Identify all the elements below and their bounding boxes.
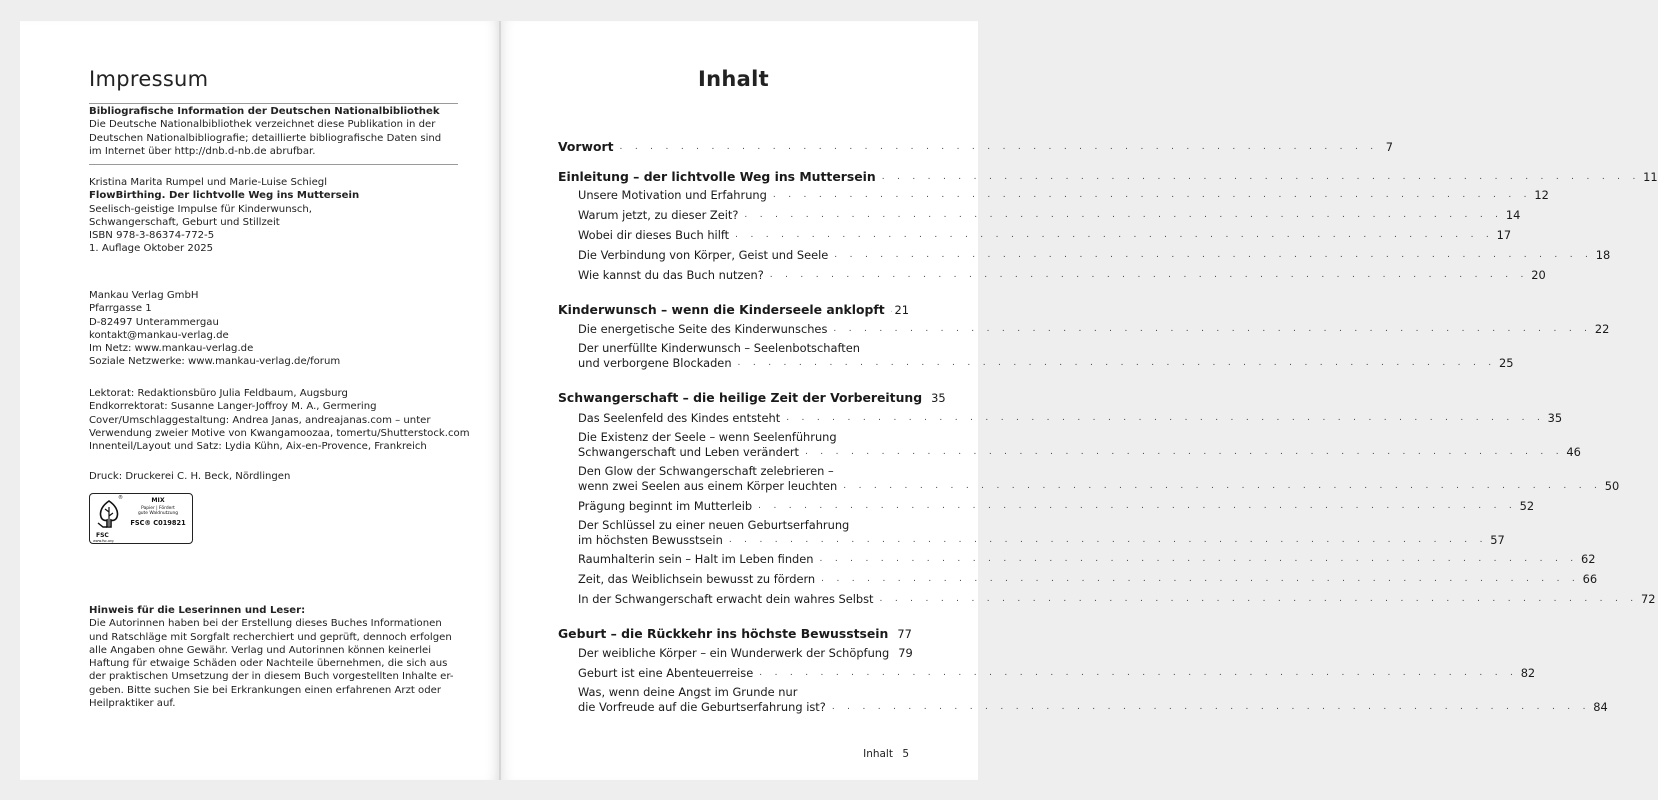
toc-page-number: 17 bbox=[1496, 228, 1512, 242]
toc-entry bbox=[578, 518, 1505, 548]
toc-leader: . . . . . . . . . . . . . . . . . . . . . . . . . . . . . . . . . . . . . . . . . . . . . . . . . . bbox=[786, 413, 1545, 423]
toc-leader: . . . . . . . . . . . . . . . . . . . . . . . . . . . . . . . . . . . . . . . . . . . . . . . . . . bbox=[772, 190, 1532, 200]
toc-entry bbox=[578, 552, 1596, 566]
notice-line: und Ratschläge mit Sorgfalt recherchiert und geprüft, dennoch erfolgen bbox=[89, 631, 452, 643]
toc-page-number: 22 bbox=[1594, 322, 1610, 336]
fsc-logo bbox=[89, 493, 193, 544]
biblio-line: Die Deutsche Nationalbibliothek verzeichnet diese Publikation in der bbox=[89, 119, 436, 131]
notice-heading: Hinweis für die Leserinnen und Leser: bbox=[89, 605, 306, 616]
toc-entry-row bbox=[578, 700, 1608, 715]
edition: 1. Auflage Oktober 2025 bbox=[89, 243, 214, 255]
toc-entry-label: im höchsten Bewusstsein bbox=[578, 533, 723, 547]
toc-leader: . . . . . . . . . . . . . . . . . . . . . . . . . . . . . . . . . . . . . . . . . . . . . . . . . . bbox=[831, 702, 1591, 712]
toc-page-number: 11 bbox=[1643, 170, 1658, 184]
toc-page-number: 21 bbox=[894, 303, 909, 317]
toc-entry-row bbox=[578, 356, 1514, 371]
toc-page-number: 57 bbox=[1490, 533, 1505, 547]
toc-leader: . . . . . . . . . . . . . . . . . . . . . . . . . . . . . . . . . . . . . . . . . . . . . . . . . . bbox=[881, 172, 1641, 182]
toc-entry-label: In der Schwangerschaft erwacht dein wahres Selbst bbox=[578, 592, 874, 606]
toc-entry bbox=[578, 592, 1656, 606]
toc-entry bbox=[578, 646, 913, 660]
toc-entry bbox=[578, 228, 1512, 242]
toc-entry-label: Das Seelenfeld des Kindes entsteht bbox=[578, 411, 781, 425]
toc-entry-label: Warum jetzt, zu dieser Zeit? bbox=[578, 208, 739, 222]
credit-line: Cover/Umschlaggestaltung: Andrea Janas, andreajanas.com – unter bbox=[89, 414, 431, 426]
notice-block bbox=[89, 604, 458, 710]
fsc-line2: gute Waldnutzung bbox=[137, 511, 179, 517]
notice-line: Die Autorinnen haben bei der Erstellung dieses Buches Informationen bbox=[89, 618, 442, 630]
toc-leader: . . . . . . . . . . . . . . . . . . . . . . . . . . . . . . . . . . . . . . . . . . . . . . . . . . bbox=[843, 481, 1602, 491]
notice-line: alle Angaben ohne Gewähr. Verlag und Autorinnen können keinerlei bbox=[89, 644, 432, 656]
toc-entry bbox=[578, 341, 1514, 371]
toc-chapter bbox=[558, 169, 1658, 184]
toc-leader: . . . . . . . . . . . . . . . . . . . . . . . . . . . . . . . . . . . . . . . . . . . . . . . . . . bbox=[769, 270, 1529, 280]
toc-leader bbox=[891, 303, 892, 317]
book-subtitle: Schwangerschaft, Geburt und Stillzeit bbox=[89, 216, 280, 228]
toc-page-number: 12 bbox=[1534, 188, 1549, 202]
toc-leader: . . . . . . . . . . . . . . . . . . . . . . . . . . . . . . . . . . . . . . . . . . . . . . . . . . bbox=[804, 447, 1564, 457]
book-title: FlowBirthing. Der lichtvolle Weg ins Muttersein bbox=[89, 190, 360, 202]
biblio-line: im Internet über http://dnb.d-nb.de abrufbar. bbox=[89, 145, 316, 157]
publisher-street: Pfarrgasse 1 bbox=[89, 303, 152, 315]
toc-entry bbox=[578, 248, 1611, 262]
book-block bbox=[89, 176, 458, 256]
toc-entry bbox=[578, 268, 1546, 282]
toc-leader: . . . . . . . . . . . . . . . . . . . . . . . . . . . . . . . . . . . . . . . . . . . . . . . . . . bbox=[833, 324, 1592, 334]
toc-page-number: 79 bbox=[898, 646, 913, 660]
toc-leader: . . . . . . . . . . . . . . . . . . . . . . . . . . . . . . . . . . . . . . . . . . . . . . . . . . bbox=[819, 554, 1578, 564]
toc-chapter-label: Kinderwunsch – wenn die Kinderseele anklopft bbox=[558, 302, 885, 317]
toc-leader: . . . . . . . . . . . . . . . . . . . . . . . . . . . . . . . . . . . . . . . . . . . . . . . . . . bbox=[758, 501, 1517, 511]
toc-page-number: 62 bbox=[1580, 552, 1596, 566]
toc-entry-label: Der weibliche Körper – ein Wunderwerk der Schöpfung bbox=[578, 646, 890, 660]
toc-page-number: 66 bbox=[1582, 572, 1598, 586]
isbn: ISBN 978-3-86374-772-5 bbox=[89, 230, 215, 242]
toc-entry-label: Unsere Motivation und Erfahrung bbox=[578, 188, 767, 202]
toc-entry bbox=[578, 188, 1549, 202]
toc-chapter-label: Einleitung – der lichtvolle Weg ins Muttersein bbox=[558, 169, 876, 184]
toc-entry-label: Die Verbindung von Körper, Geist und Seele bbox=[578, 248, 829, 262]
toc-entry-row bbox=[578, 533, 1505, 548]
toc-entry-label: die Vorfreude auf die Geburtserfahrung ist? bbox=[578, 700, 826, 714]
toc-entry bbox=[578, 430, 1581, 460]
toc-page-number: 52 bbox=[1519, 499, 1535, 513]
toc-entry-label: Wobei dir dieses Buch hilft bbox=[578, 228, 730, 242]
notice-line: Haftung für etwaige Schäden oder Nachteile übernehmen, die sich aus bbox=[89, 658, 448, 670]
toc-entry bbox=[578, 322, 1610, 336]
right-page bbox=[501, 21, 1658, 780]
toc-page-number: 72 bbox=[1640, 592, 1656, 606]
toc-leader: . . . . . . . . . . . . . . . . . . . . . . . . . . . . . . . . . . . . . . . . . . . . . . . . . . bbox=[728, 535, 1488, 545]
toc-chapter bbox=[558, 390, 946, 405]
fsc-mix: MIX bbox=[151, 497, 165, 504]
publisher-city: D-82497 Unterammergau bbox=[89, 316, 219, 328]
book-subtitle: Seelisch-geistige Impulse für Kinderwunsch, bbox=[89, 203, 313, 215]
authors: Kristina Marita Rumpel und Marie-Luise Schiegl bbox=[89, 177, 328, 188]
publisher-email: kontakt@mankau-verlag.de bbox=[89, 329, 229, 341]
credits-block bbox=[89, 387, 470, 453]
toc-page-number: 18 bbox=[1595, 248, 1611, 262]
toc-leader: . . . . . . . . . . . . . . . . . . . . . . . . . . . . . . . . . . . . . . . . . . . . . . . . . . bbox=[737, 358, 1496, 368]
notice-line: der praktischen Umsetzung der in diesem Buch vorgestellten Inhalte er- bbox=[89, 671, 454, 683]
toc-leader: . . . . . . . . . . . . . . . . . . . . . . . . . . . . . . . . . . . . . . . . . . . . . . . . . . bbox=[759, 668, 1518, 678]
toc-entry-label: und verborgene Blockaden bbox=[578, 356, 732, 370]
left-page bbox=[20, 21, 499, 780]
toc-page-number: 35 bbox=[931, 391, 946, 405]
toc-entry-label: Geburt ist eine Abenteuerreise bbox=[578, 666, 754, 680]
biblio-line: Deutschen Nationalbibliografie; detaillierte bibliografische Daten sind bbox=[89, 132, 442, 144]
toc-entry bbox=[578, 666, 1536, 680]
toc-chapter-label: Vorwort bbox=[558, 139, 614, 154]
toc-page-number: 20 bbox=[1531, 268, 1546, 282]
toc-leader: . . . . . . . . . . . . . . . . . . . . . . . . . . . . . . . . . . . . . . . . . . . . . . . . . . bbox=[619, 142, 1378, 152]
footer-label: Inhalt bbox=[863, 748, 893, 760]
toc-entry-label: wenn zwei Seelen aus einem Körper leuchten bbox=[578, 479, 838, 493]
fsc-tree-icon bbox=[93, 497, 125, 537]
credit-line: Innenteil/Layout und Satz: Lydia Kühn, Aix-en-Provence, Frankreich bbox=[89, 441, 427, 453]
printer: Druck: Druckerei C. H. Beck, Nördlingen bbox=[89, 471, 291, 482]
toc-page-number: 82 bbox=[1520, 666, 1536, 680]
credit-line: Verwendung zweier Motive von Kwangamoozaa, tomertu/Shutterstock.com bbox=[89, 427, 470, 439]
fsc-line1: Papier | Fördert bbox=[141, 506, 175, 511]
publisher-web: Im Netz: www.mankau-verlag.de bbox=[89, 343, 254, 355]
toc-entry bbox=[578, 411, 1563, 425]
toc-entry-label: Die Existenz der Seele – wenn Seelenführung bbox=[578, 430, 837, 444]
toc-page-number: 84 bbox=[1593, 700, 1608, 714]
publisher-block bbox=[89, 289, 458, 369]
toc-entry-label: Die energetische Seite des Kinderwunsches bbox=[578, 322, 828, 336]
toc-chapter bbox=[558, 302, 909, 317]
fsc-url: www.fsc.org bbox=[93, 539, 114, 543]
toc-entry bbox=[578, 464, 1620, 494]
notice-line: geben. Bitte suchen Sie bei Erkrankungen einen erfahrenen Arzt oder bbox=[89, 684, 441, 696]
toc-entry-label: Der Schlüssel zu einer neuen Geburtserfahrung bbox=[578, 518, 850, 532]
toc-entry-label: Zeit, das Weiblichsein bewusst zu fördern bbox=[578, 572, 816, 586]
toc-page-number: 14 bbox=[1505, 208, 1521, 222]
toc-chapter-label: Geburt – die Rückkehr ins höchste Bewusstsein bbox=[558, 626, 889, 641]
toc-page-number: 25 bbox=[1498, 356, 1514, 370]
toc-page-number: 77 bbox=[897, 627, 912, 641]
fsc-code: FSC® C019821 bbox=[130, 518, 186, 527]
toc-entry-label: Den Glow der Schwangerschaft zelebrieren – bbox=[578, 464, 834, 478]
credit-line: Endkorrektorat: Susanne Langer-Joffroy M. A., Germering bbox=[89, 401, 377, 413]
toc-chapter bbox=[558, 626, 912, 641]
fsc-text bbox=[126, 496, 190, 529]
toc-page-number: 7 bbox=[1385, 140, 1393, 154]
toc-entry-label: Schwangerschaft und Leben verändert bbox=[578, 445, 799, 459]
toc-entry-label: Raumhalterin sein – Halt im Leben finden bbox=[578, 552, 814, 566]
toc-chapter-label: Schwangerschaft – die heilige Zeit der Vorbereitung bbox=[558, 390, 923, 405]
publisher-name: Mankau Verlag GmbH bbox=[89, 290, 199, 301]
toc-entry-label: Was, wenn deine Angst im Grunde nur bbox=[578, 685, 798, 699]
toc-entry-label: Prägung beginnt im Mutterleib bbox=[578, 499, 753, 513]
publisher-social: Soziale Netzwerke: www.mankau-verlag.de/forum bbox=[89, 356, 341, 368]
notice-line: Heilpraktiker auf. bbox=[89, 698, 176, 710]
biblio-heading: Bibliografische Information der Deutschen Nationalbibliothek bbox=[89, 106, 440, 117]
toc-leader: . . . . . . . . . . . . . . . . . . . . . . . . . . . . . . . . . . . . . . . . . . . . . . . . . . bbox=[834, 250, 1593, 260]
toc-entry-row bbox=[578, 479, 1620, 494]
print-block bbox=[89, 470, 458, 483]
fsc-label: FSC bbox=[96, 532, 109, 539]
toc-leader: . . . . . . . . . . . . . . . . . . . . . . . . . . . . . . . . . . . . . . . . . . . . . . . . . . bbox=[879, 594, 1638, 604]
toc-page-number: 50 bbox=[1604, 479, 1620, 493]
toc-page-number: 46 bbox=[1566, 445, 1581, 459]
toc-chapter bbox=[558, 139, 1393, 154]
toc-entry-row bbox=[578, 445, 1581, 460]
toc-entry bbox=[578, 685, 1608, 715]
toc-page-number: 35 bbox=[1547, 411, 1563, 425]
imprint-title: Impressum bbox=[89, 67, 209, 91]
toc-leader: . . . . . . . . . . . . . . . . . . . . . . . . . . . . . . . . . . . . . . . . . . . . . . . . . . bbox=[821, 574, 1580, 584]
toc-entry bbox=[578, 208, 1521, 222]
page-footer bbox=[558, 748, 909, 760]
biblio-block bbox=[89, 105, 458, 158]
credit-line: Lektorat: Redaktionsbüro Julia Feldbaum, Augsburg bbox=[89, 388, 348, 399]
toc-leader: . . . . . . . . . . . . . . . . . . . . . . . . . . . . . . . . . . . . . . . . . . . . . . . . . . bbox=[744, 210, 1503, 220]
rule-top bbox=[89, 103, 458, 104]
toc-title: Inhalt bbox=[698, 67, 769, 91]
toc-leader: . . . . . . . . . . . . . . . . . . . . . . . . . . . . . . . . . . . . . . . . . . . . . . . . . . bbox=[735, 230, 1494, 240]
toc-entry bbox=[578, 499, 1535, 513]
toc-entry-label: Der unerfüllte Kinderwunsch – Seelenbotschaften bbox=[578, 341, 860, 355]
toc-entry bbox=[578, 572, 1598, 586]
fsc-registered: ® bbox=[118, 495, 123, 501]
rule-bottom bbox=[89, 164, 458, 165]
footer-page-number: 5 bbox=[902, 748, 909, 760]
toc-entry-label: Wie kannst du das Buch nutzen? bbox=[578, 268, 764, 282]
